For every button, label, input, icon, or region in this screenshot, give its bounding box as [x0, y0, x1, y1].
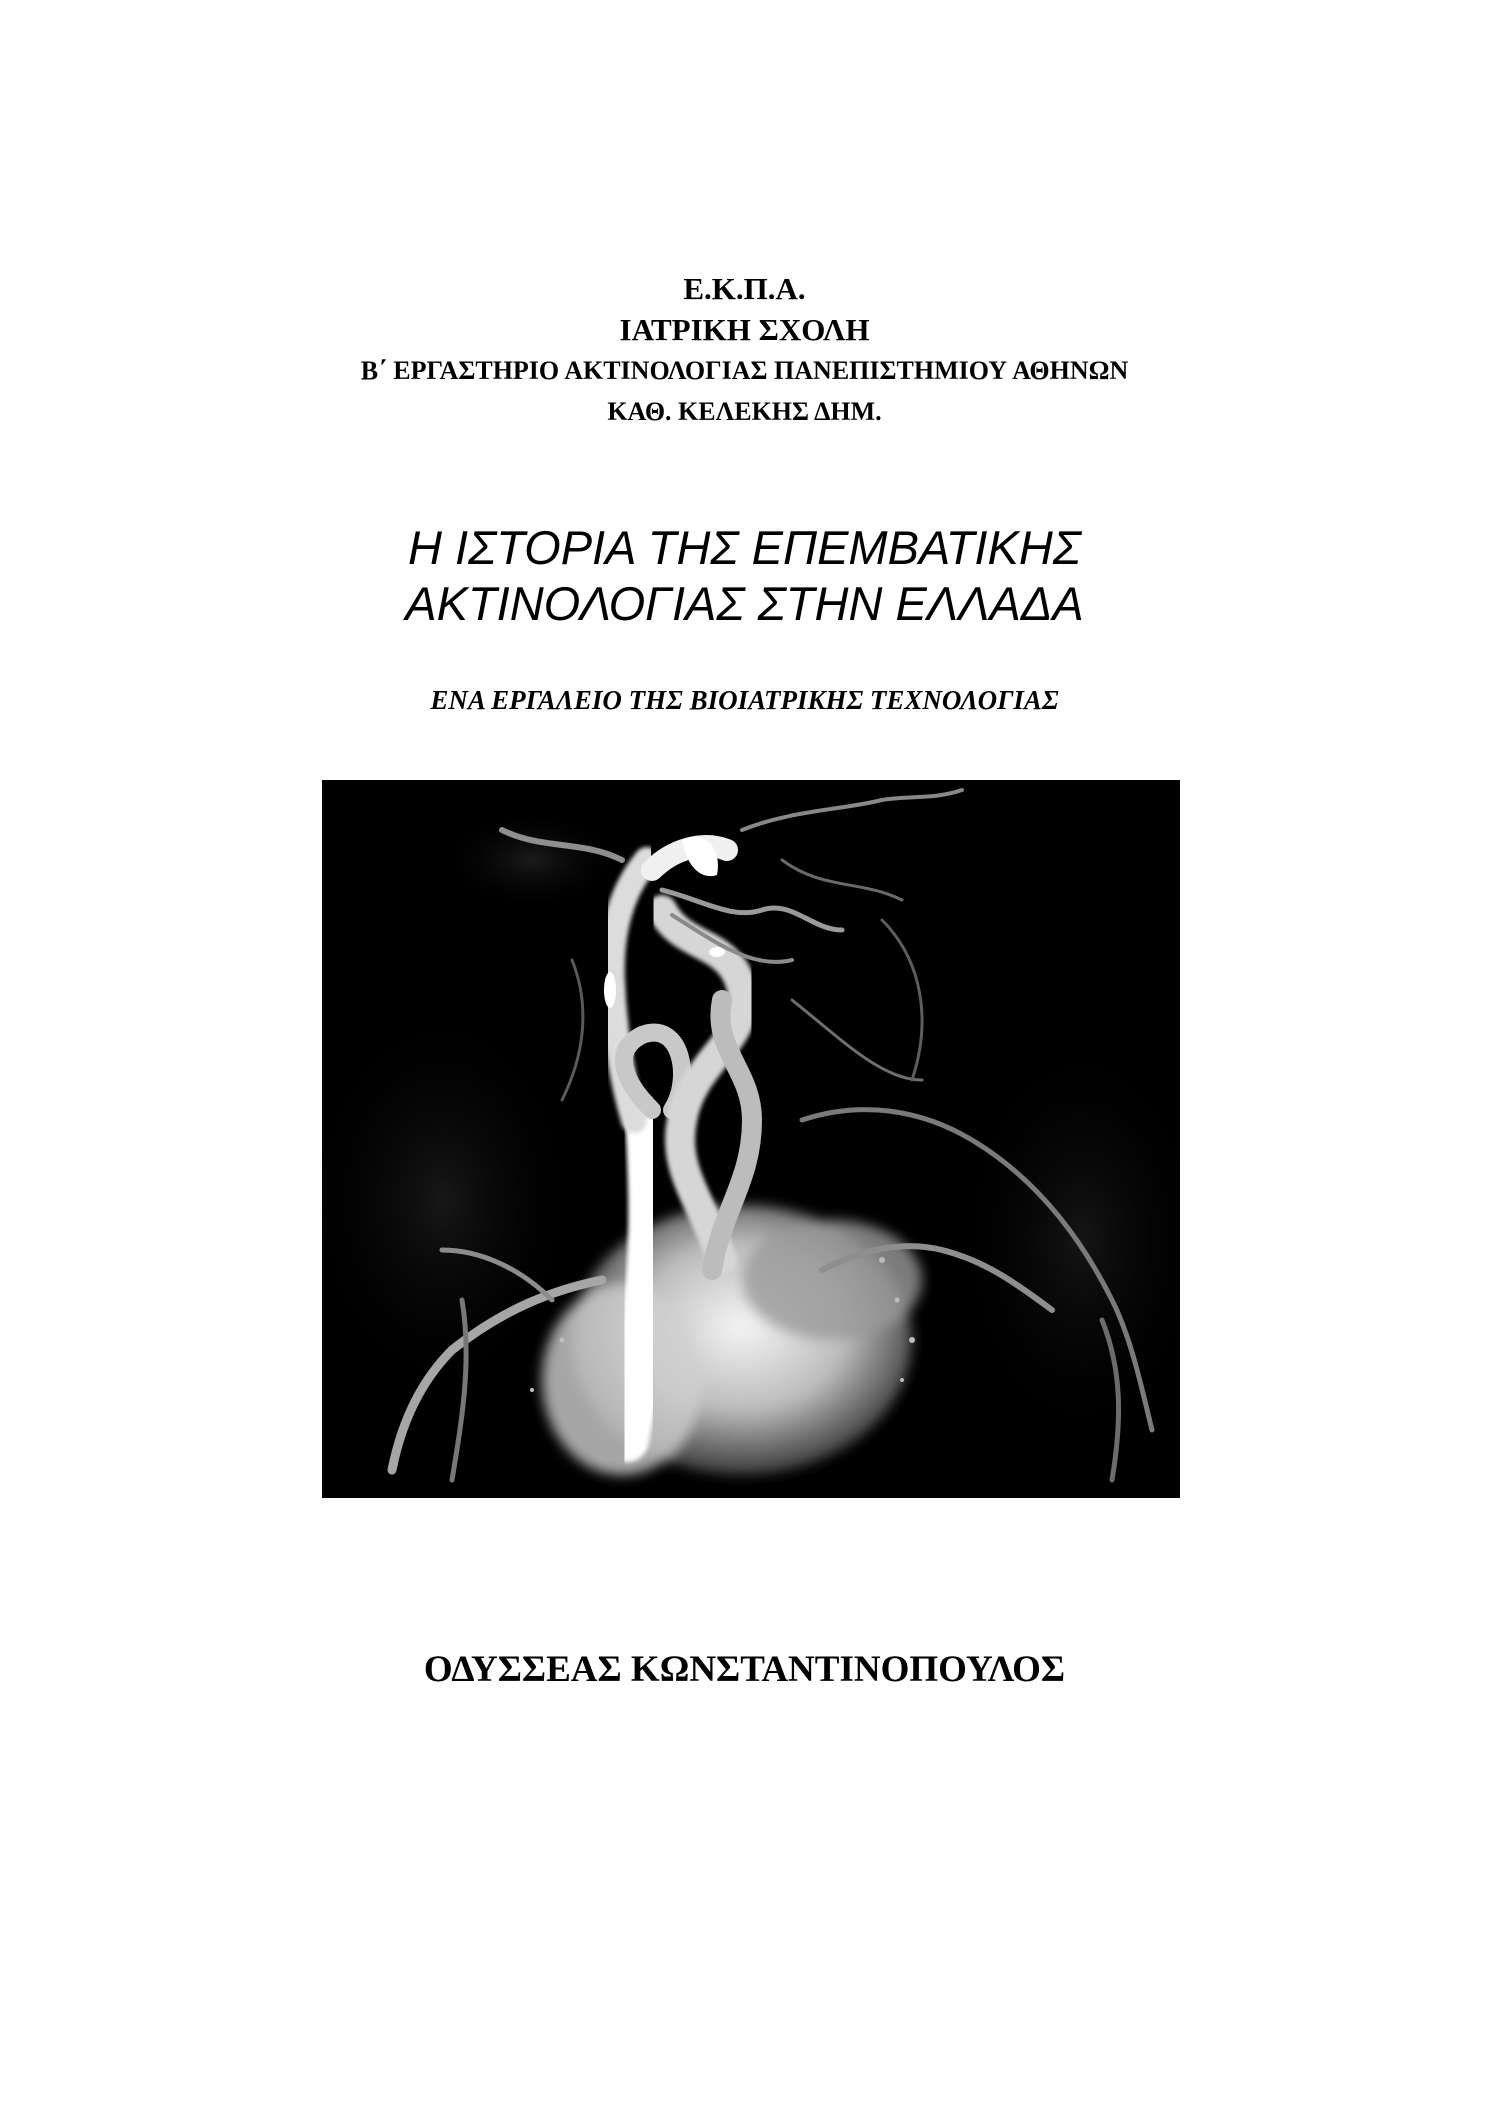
document-title	[0, 520, 1489, 632]
title-line-2: ΑΚΤΙΝΟΛΟΓΙΑΣ ΣΤΗΝ ΕΛΛΑΔΑ	[405, 577, 1084, 630]
professor-name: ΚΑΘ. ΚΕΛΕΚΗΣ ΔΗΜ.	[607, 397, 882, 426]
university-name: Ε.Κ.Π.Α.	[683, 271, 806, 306]
school-name: ΙΑΤΡΙΚΗ ΣΧΟΛΗ	[619, 312, 870, 347]
angiography-illustration	[322, 780, 1180, 1498]
author-name: ΟΔΥΣΣΕΑΣ ΚΩΝΣΤΑΝΤΙΝΟΠΟΥΛΟΣ	[423, 1649, 1066, 1690]
document-subtitle: ΕΝΑ ΕΡΓΑΛΕΙΟ ΤΗΣ ΒΙΟΙΑΤΡΙΚΗΣ ΤΕΧΝΟΛΟΓΙΑΣ	[430, 685, 1059, 715]
laboratory-name: Β΄ ΕΡΓΑΣΤΗΡΙΟ ΑΚΤΙΝΟΛΟΓΙΑΣ ΠΑΝΕΠΙΣΤΗΜΙΟΥ ΑΘΗΝΩΝ	[360, 356, 1129, 385]
title-line-1: Η ΙΣΤΟΡΙΑ ΤΗΣ ΕΠΕΜΒΑΤΙΚΗΣ	[408, 521, 1081, 574]
angiography-image	[322, 780, 1180, 1498]
cover-header	[0, 268, 1489, 432]
